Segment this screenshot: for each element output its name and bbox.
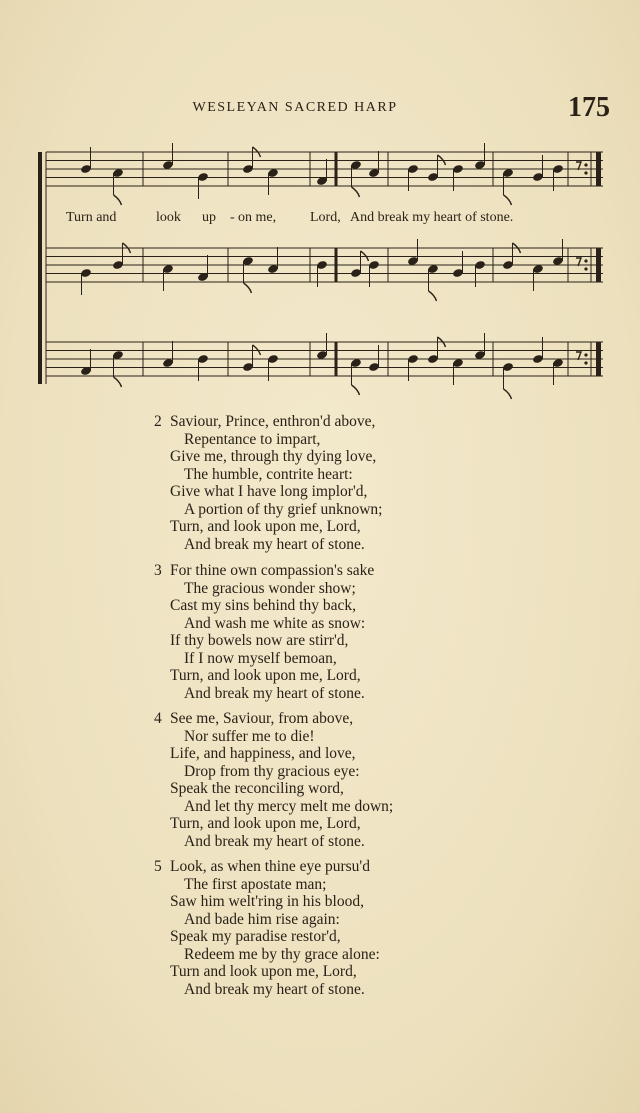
verse-line: For thine own compassion's sake bbox=[170, 562, 375, 579]
lyric-syllable: on me, bbox=[238, 210, 277, 225]
verse-line: The humble, contrite heart: bbox=[184, 465, 353, 483]
verse-line: Turn, and look upon me, Lord, bbox=[170, 518, 361, 535]
final-barline bbox=[596, 248, 601, 282]
note-flag bbox=[244, 283, 252, 293]
verse-line: Give what I have long implor'd, bbox=[170, 483, 368, 500]
verse-line: Redeem me by thy grace alone: bbox=[184, 945, 380, 963]
verse-line: Cast my sins behind thy back, bbox=[170, 597, 356, 614]
repeat-dot bbox=[584, 353, 587, 356]
note-flag bbox=[114, 377, 122, 387]
verse-line: Turn, and look upon me, Lord, bbox=[170, 667, 361, 684]
repeat-dot bbox=[584, 171, 587, 174]
stanza-2 bbox=[150, 413, 610, 553]
verse-line: See me, Saviour, from above, bbox=[170, 710, 354, 727]
running-title: WESLEYAN SACRED HARP bbox=[192, 100, 398, 115]
verse-line: Turn and look upon me, Lord, bbox=[170, 963, 357, 980]
verse-line: Saw him welt'ring in his blood, bbox=[170, 893, 364, 910]
system-bracket bbox=[38, 152, 42, 384]
verse-line: If I now myself bemoan, bbox=[184, 649, 337, 667]
note-flag bbox=[429, 291, 437, 301]
music-staves bbox=[38, 140, 608, 400]
repeat-dot bbox=[584, 267, 587, 270]
note-flag bbox=[352, 385, 360, 395]
verse-line: The first apostate man; bbox=[184, 875, 327, 893]
verse-line: And let thy mercy melt me down; bbox=[184, 797, 394, 815]
page-number: 175 bbox=[568, 92, 610, 123]
lyric-syllable: - bbox=[230, 210, 235, 225]
verse-line: Saviour, Prince, enthron'd above, bbox=[170, 413, 376, 430]
verse-line: And break my heart of stone. bbox=[184, 980, 365, 998]
note-flag bbox=[352, 187, 360, 197]
lyric-syllable: Lord, bbox=[310, 210, 341, 225]
verse-line: A portion of thy grief unknown; bbox=[184, 500, 383, 518]
verse-line: Life, and happiness, and love, bbox=[170, 745, 356, 762]
repeat-dot bbox=[584, 361, 587, 364]
music-score bbox=[38, 140, 608, 400]
verse-line: Give me, through thy dying love, bbox=[170, 448, 377, 465]
lyric-syllable: look bbox=[156, 210, 181, 225]
verse-line: And bade him rise again: bbox=[184, 910, 340, 928]
stanza-number: 3 bbox=[154, 562, 162, 579]
final-barline bbox=[596, 342, 601, 376]
verse-line: Drop from thy gracious eye: bbox=[184, 762, 360, 780]
stanza-4 bbox=[150, 710, 610, 850]
note-flag bbox=[361, 251, 369, 261]
verse-line: And break my heart of stone. bbox=[184, 535, 365, 553]
verse-line: Repentance to impart, bbox=[184, 430, 321, 448]
verse-line: Turn, and look upon me, Lord, bbox=[170, 815, 361, 832]
lyric-syllable: up bbox=[202, 210, 216, 225]
note-flag bbox=[114, 195, 122, 205]
stanza-number: 2 bbox=[154, 413, 162, 430]
stanza-number: 4 bbox=[154, 710, 162, 727]
repeat-dot bbox=[584, 259, 587, 262]
verse-line: Look, as when thine eye pursu'd bbox=[170, 858, 370, 875]
verse-line: Speak the reconciling word, bbox=[170, 780, 344, 797]
verse-line: If thy bowels now are stirr'd, bbox=[170, 632, 349, 649]
note-flag bbox=[253, 345, 261, 355]
verse-line: And wash me white as snow: bbox=[184, 614, 366, 632]
note-flag bbox=[504, 389, 512, 399]
note-flag bbox=[504, 195, 512, 205]
stanza-3 bbox=[150, 562, 610, 702]
verse-line: The gracious wonder show; bbox=[184, 579, 356, 597]
verse-line: Nor suffer me to die! bbox=[184, 727, 315, 745]
note-flag bbox=[438, 155, 446, 165]
verse-line: Speak my paradise restor'd, bbox=[170, 928, 341, 945]
verse-line: And break my heart of stone. bbox=[184, 684, 365, 702]
stanza-number: 5 bbox=[154, 858, 162, 875]
repeat-dot bbox=[584, 163, 587, 166]
verse-line: And break my heart of stone. bbox=[184, 832, 365, 850]
lyric-syllable: Turn and bbox=[66, 210, 117, 225]
lyric-syllable: And break my heart of stone. bbox=[350, 210, 514, 225]
final-barline bbox=[596, 152, 601, 186]
stanza-5 bbox=[150, 858, 610, 998]
